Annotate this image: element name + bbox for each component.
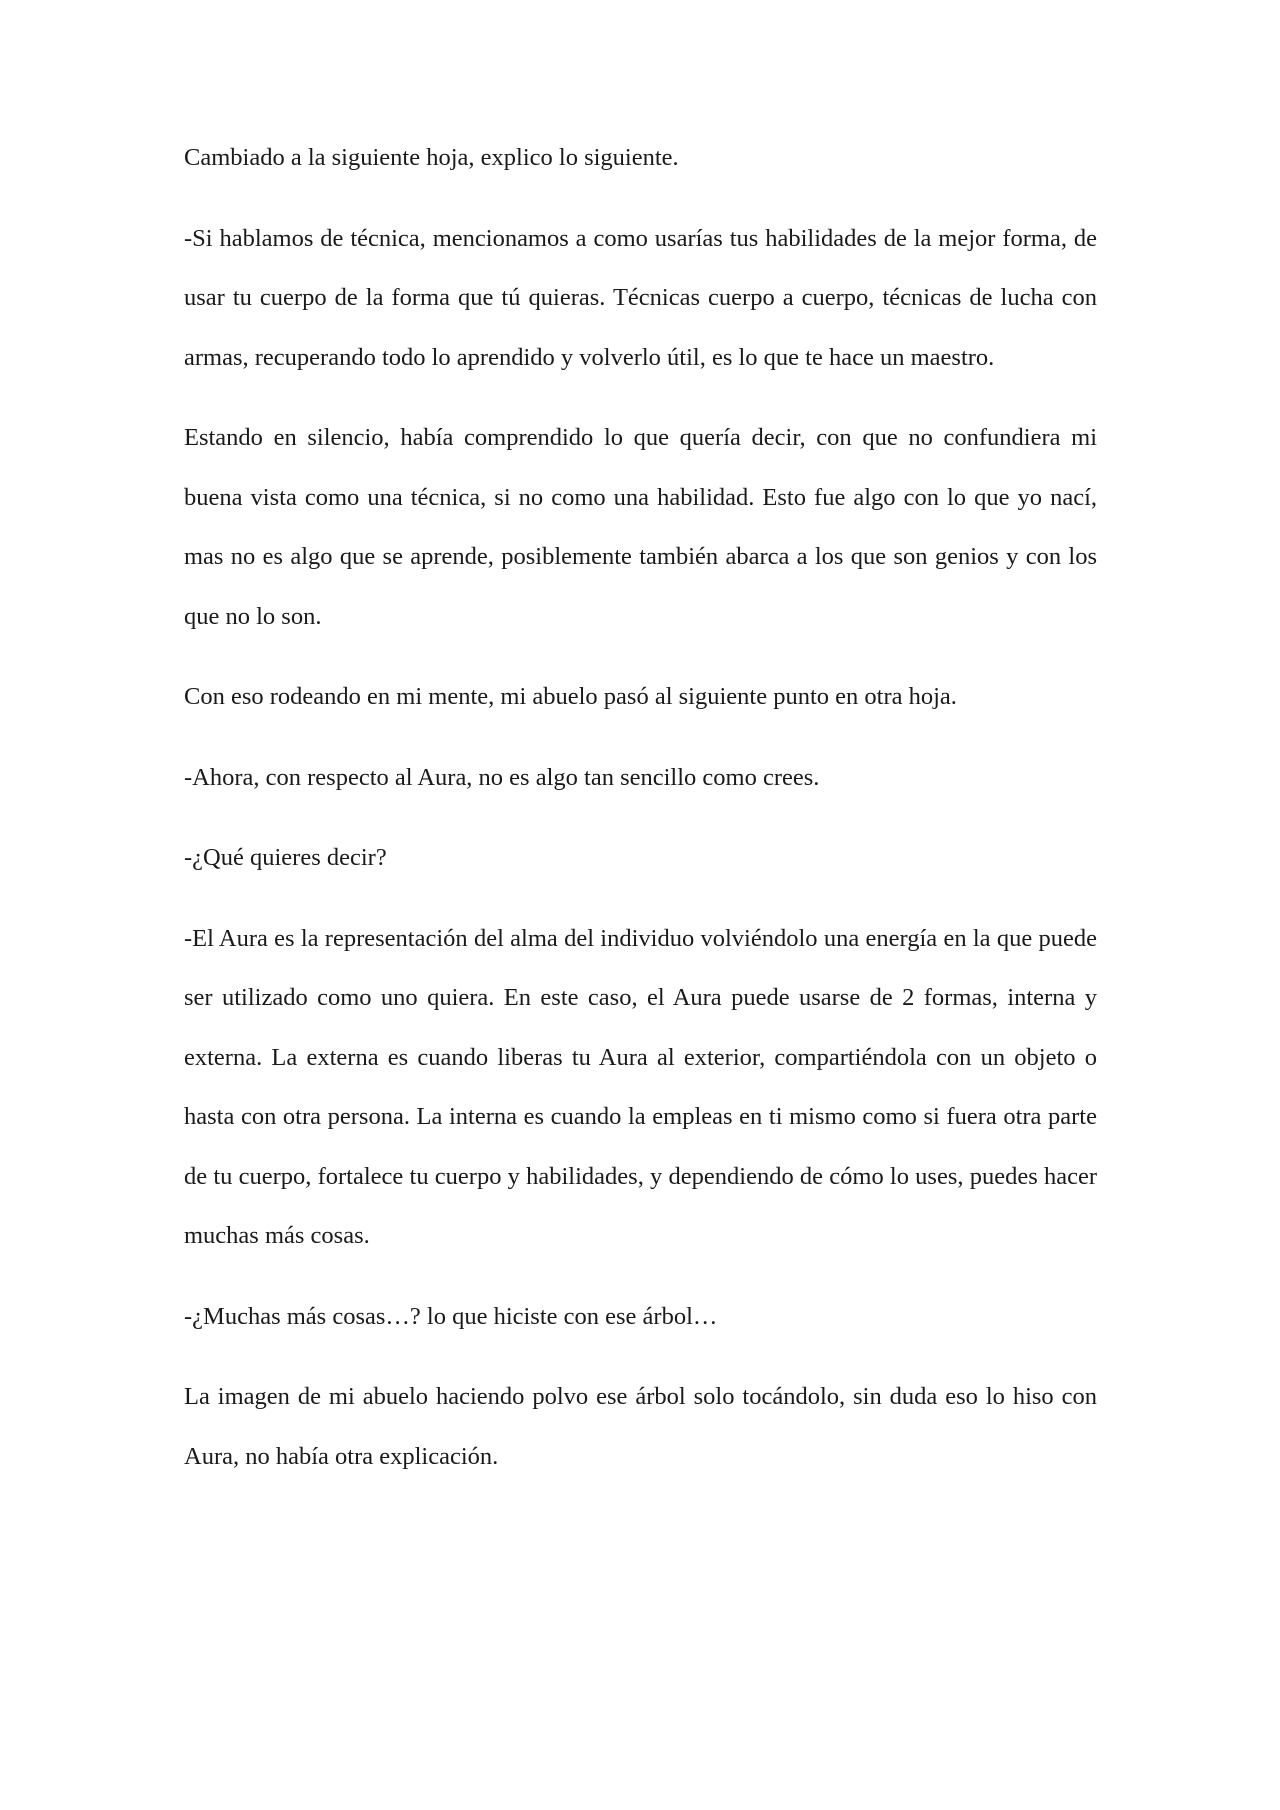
paragraph: Con eso rodeando en mi mente, mi abuelo pasó al siguiente punto en otra hoja. bbox=[184, 683, 957, 710]
paragraph: La imagen de mi abuelo haciendo polvo ese árbol solo tocándolo, sin duda eso lo hiso con Aura, no había otra explicación. bbox=[184, 1383, 1097, 1470]
document-body bbox=[184, 146, 1097, 1507]
paragraph: Estando en silencio, había comprendido lo que quería decir, con que no confundiera mi buena vista como una técnica, si no como una habilidad. Esto fue algo con lo que yo nací, mas no es algo que se aprende, posiblemente también abarca a los que son genios y con los que no lo son. bbox=[184, 424, 1097, 630]
paragraph: -Ahora, con respecto al Aura, no es algo tan sencillo como crees. bbox=[184, 763, 820, 791]
paragraph: Cambiado a la siguiente hoja, explico lo siguiente. bbox=[184, 144, 679, 171]
paragraph: -Si hablamos de técnica, mencionamos a como usarías tus habilidades de la mejor forma, de usar tu cuerpo de la forma que tú quieras. Técnicas cuerpo a cuerpo, técnicas de lucha con armas, recuperando todo lo aprendido y volverlo útil, es lo que te hace un maestro. bbox=[184, 224, 1097, 371]
paragraph: -¿Muchas más cosas…? lo que hiciste con ese árbol… bbox=[184, 1302, 718, 1330]
paragraph: -El Aura es la representación del alma del individuo volviéndolo una energía en la que puede ser utilizado como uno quiera. En este caso, el Aura puede usarse de 2 formas, interna y externa. La externa es cuando liberas tu Aura al exterior, compartiéndola con un objeto o hasta con otra persona. La interna es cuando la empleas en ti mismo como si fuera otra parte de tu cuerpo, fortalece tu cuerpo y habilidades, y dependiendo de cómo lo uses, puedes hacer muchas más cosas. bbox=[184, 924, 1097, 1249]
paragraph: -¿Qué quieres decir? bbox=[184, 844, 387, 871]
